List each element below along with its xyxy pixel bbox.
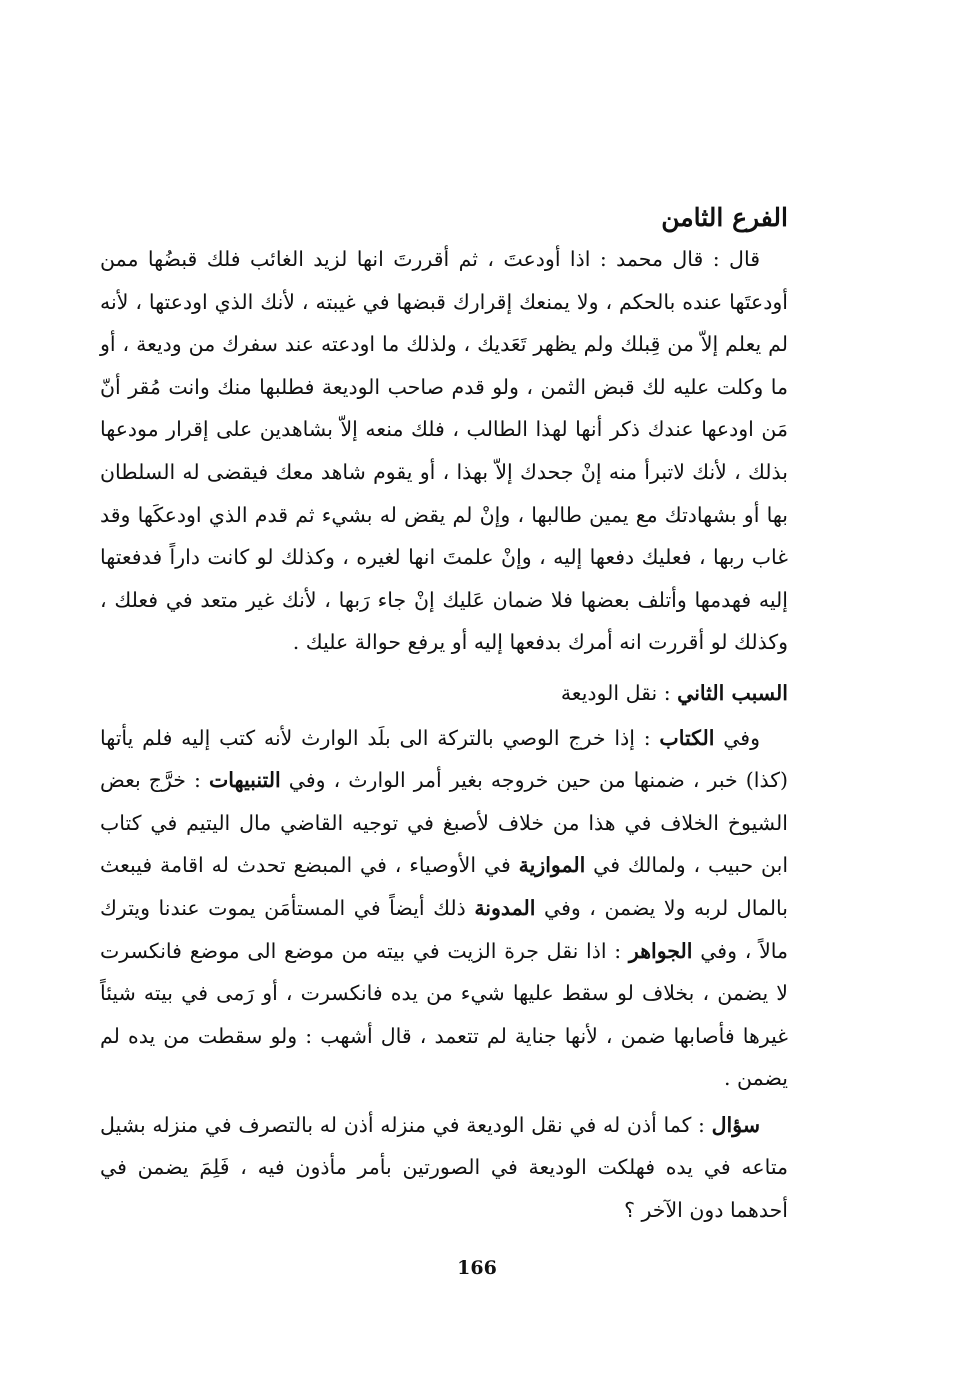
p3-text-1: : كما أذن له في نقل الوديعة في منزله أذن له بالتصرف في منزله بشيل متاعه في يده فهلكت الوديعة في الصورتين بأمر مأذون فيه ، فَلِمَ يضمن في أحدهما دون الآخر ؟ bbox=[100, 1112, 788, 1223]
p2-term-tanbihat: التنبيهات bbox=[209, 768, 281, 793]
section-title: الفرع الثامن bbox=[661, 203, 788, 232]
paragraph-3 bbox=[100, 1104, 788, 1232]
p2-term-kitab: الكتاب bbox=[659, 725, 715, 750]
paragraph-1: قال : قال محمد : اذا أودعتَ ، ثم أقررتَ انها لزيد الغائب فلك قبضُها ممن أودعتَها عنده بالحكم ، ولا يمنعك إقرارك قبضها في غيبته ، لأنك الذي اودعتها ، لأنه لم يعلم إلاّ من قِبلك ولم يظهر تَعَديك ، ولذلك ما اودعته عند سفرك من وديعة ، أو ما وكلت عليه لك قبض الثمن ، ولو قدم صاحب الوديعة فطلبها منك وانت مُقر أنّ مَن اودعها عندك ذكر أنها لهذا الطالب ، فلك منعه إلاّ بشاهدين على إقرار مودعها بذلك ، لأنك لاتبرأ منه إنْ جحدك إلاّ بهذا ، أو يقوم شاهد معك فيقضى له السلطان بها أو بشهادتك مع يمين طالبها ، وإنْ لم يقض له بشيء ثم قدم الذي اودعكَها وقد غاب ربها ، فعليك دفعها إليه ، وإنْ علمتَ انها لغيره ، وكذلك لو كانت داراً فدفعتها إليه فهدمها وأتلف بعضها فلا ضمان عَليك إنْ جاء رَبها ، لأنك غير متعد في فعلك ، وكذلك لو أقررت انه أمرك بدفعها إليه أو يرفع حوالة عليك . bbox=[100, 247, 788, 655]
subsection-title: نقل الوديعة bbox=[560, 680, 658, 705]
subsection-colon: : bbox=[657, 680, 678, 705]
p2-text-1: وفي bbox=[714, 725, 760, 750]
p2-text-6: : اذا نقل جرة الزيت في بيته من موضع الى موضع فانكسرت لا يضمن ، بخلاف لو سقط عليها شيء من يده فانكسرت ، أو رَمى في بيته شيئاً غيرها فأصابها ضمن ، لأنها جناية لم تتعمد ، قال أشهب : ولو سقطت من يده لم يضمن . bbox=[100, 938, 788, 1091]
p3-term-question: سؤال bbox=[711, 1112, 760, 1137]
p2-text-3: : خرَّج بعض الشيوخ الخلاف في هذا من خلاف لأصبغ في توجيه القاضي مال اليتيم في كتاب ابن حبيب ، ولمالك في bbox=[100, 768, 789, 878]
paragraph-2 bbox=[100, 717, 788, 1100]
subsection-heading bbox=[100, 672, 788, 715]
p2-term-mudawwana: المدونة bbox=[474, 895, 536, 920]
page-number: 166 bbox=[457, 1257, 497, 1279]
p2-term-mawaziya: الموازية bbox=[518, 853, 586, 878]
p2-text-5: ذلك أيضاً في المستأمَن يموت عندنا ويترك مالاً ، وفي bbox=[100, 895, 788, 963]
p2-text-4: في الأوصياء ، في المبضع تحدث له اقامة فيبعث بالمال لربه ولا يضمن ، وفي bbox=[100, 853, 788, 920]
p2-text-2: : إذا خرج الوصي بالتركة الى بلَد الوارث لأنه كتب إليه فلم يأتها (كذا) خبر ، ضمنها من حين خروجه بغير أمر الوارث ، وفي bbox=[100, 725, 788, 793]
page-content bbox=[100, 198, 788, 1232]
subsection-label: السبب الثاني bbox=[677, 680, 788, 705]
p2-term-jawahir: الجواهر bbox=[628, 938, 693, 963]
